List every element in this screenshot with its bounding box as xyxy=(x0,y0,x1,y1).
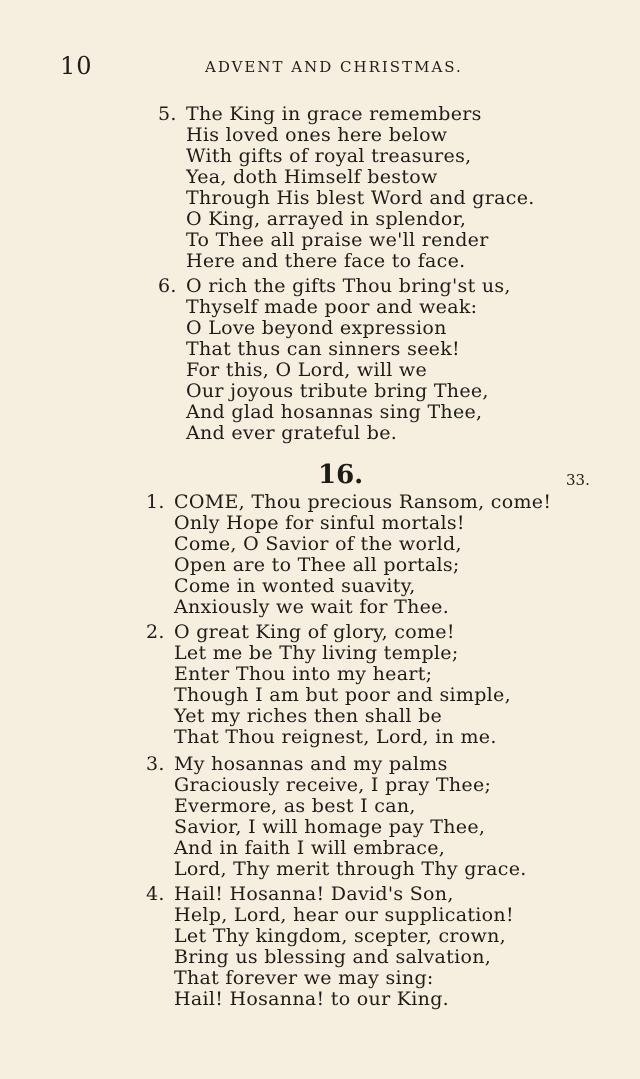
verse-line: And in faith I will embrace, xyxy=(174,837,446,859)
stanza-number: 6. xyxy=(158,275,177,297)
verse-line: Bring us blessing and salvation, xyxy=(174,946,492,968)
verse-line: Open are to Thee all portals; xyxy=(174,554,460,576)
verse-line: Only Hope for sinful mortals! xyxy=(174,512,465,534)
verse-line: To Thee all praise we'll render xyxy=(186,229,489,251)
verse-line: Enter Thou into my heart; xyxy=(174,663,433,685)
verse-line: Our joyous tribute bring Thee, xyxy=(186,380,489,402)
page-number: 10 xyxy=(60,52,93,80)
verse-line: Here and there face to face. xyxy=(186,250,466,272)
verse-line: O King, arrayed in splendor, xyxy=(186,208,467,230)
verse-line: Come in wonted suavity, xyxy=(174,575,416,597)
verse-line: COME, Thou precious Ransom, come! xyxy=(174,491,552,513)
hymn-stanza-4 xyxy=(146,884,514,1010)
verse-line: Help, Lord, hear our supplication! xyxy=(174,904,514,926)
stanza-number: 2. xyxy=(146,621,165,643)
prev-stanza-6 xyxy=(158,276,511,444)
verse-line: Savior, I will homage pay Thee, xyxy=(174,816,486,838)
verse-line: Yet my riches then shall be xyxy=(174,705,443,727)
prev-stanza-5 xyxy=(158,104,535,272)
verse-line: That thus can sinners seek! xyxy=(186,338,460,360)
hymn-stanza-1 xyxy=(146,492,551,618)
verse-line: Hail! Hosanna! David's Son, xyxy=(174,883,454,905)
verse-line: Graciously receive, I pray Thee; xyxy=(174,774,492,796)
verse-line: My hosannas and my palms xyxy=(174,753,448,775)
verse-line: Hail! Hosanna! to our King. xyxy=(174,988,450,1010)
stanza-number: 1. xyxy=(146,491,165,513)
running-head: ADVENT AND CHRISTMAS. xyxy=(205,58,463,76)
hymn-number: 16. xyxy=(318,460,364,490)
verse-line: Let Thy kingdom, scepter, crown, xyxy=(174,925,506,947)
verse-line: The King in grace remembers xyxy=(186,103,482,125)
verse-line: Though I am but poor and simple, xyxy=(174,684,511,706)
verse-line: That forever we may sing: xyxy=(174,967,434,989)
verse-line: And ever grateful be. xyxy=(186,422,398,444)
stanza-number: 3. xyxy=(146,753,165,775)
verse-line: Come, O Savior of the world, xyxy=(174,533,462,555)
verse-line: Through His blest Word and grace. xyxy=(186,187,535,209)
verse-line: That Thou reignest, Lord, in me. xyxy=(174,726,497,748)
verse-line: Yea, doth Himself bestow xyxy=(186,166,438,188)
verse-line: Let me be Thy living temple; xyxy=(174,642,459,664)
verse-line: With gifts of royal treasures, xyxy=(186,145,472,167)
verse-line: Lord, Thy merit through Thy grace. xyxy=(174,858,527,880)
verse-line: And glad hosannas sing Thee, xyxy=(186,401,483,423)
verse-line: For this, O Lord, will we xyxy=(186,359,428,381)
verse-line: Anxiously we wait for Thee. xyxy=(174,596,450,618)
stanza-number: 4. xyxy=(146,883,165,905)
hymn-stanza-3 xyxy=(146,754,527,880)
verse-line: Evermore, as best I can, xyxy=(174,795,416,817)
stanza-number: 5. xyxy=(158,103,177,125)
verse-line: Thyself made poor and weak: xyxy=(186,296,478,318)
verse-line: O great King of glory, come! xyxy=(174,621,455,643)
verse-line: His loved ones here below xyxy=(186,124,448,146)
verse-line: O rich the gifts Thou bring'st us, xyxy=(186,275,511,297)
verse-line: O Love beyond expression xyxy=(186,317,447,339)
hymn-reference: 33. xyxy=(566,471,590,489)
hymn-stanza-2 xyxy=(146,622,511,748)
